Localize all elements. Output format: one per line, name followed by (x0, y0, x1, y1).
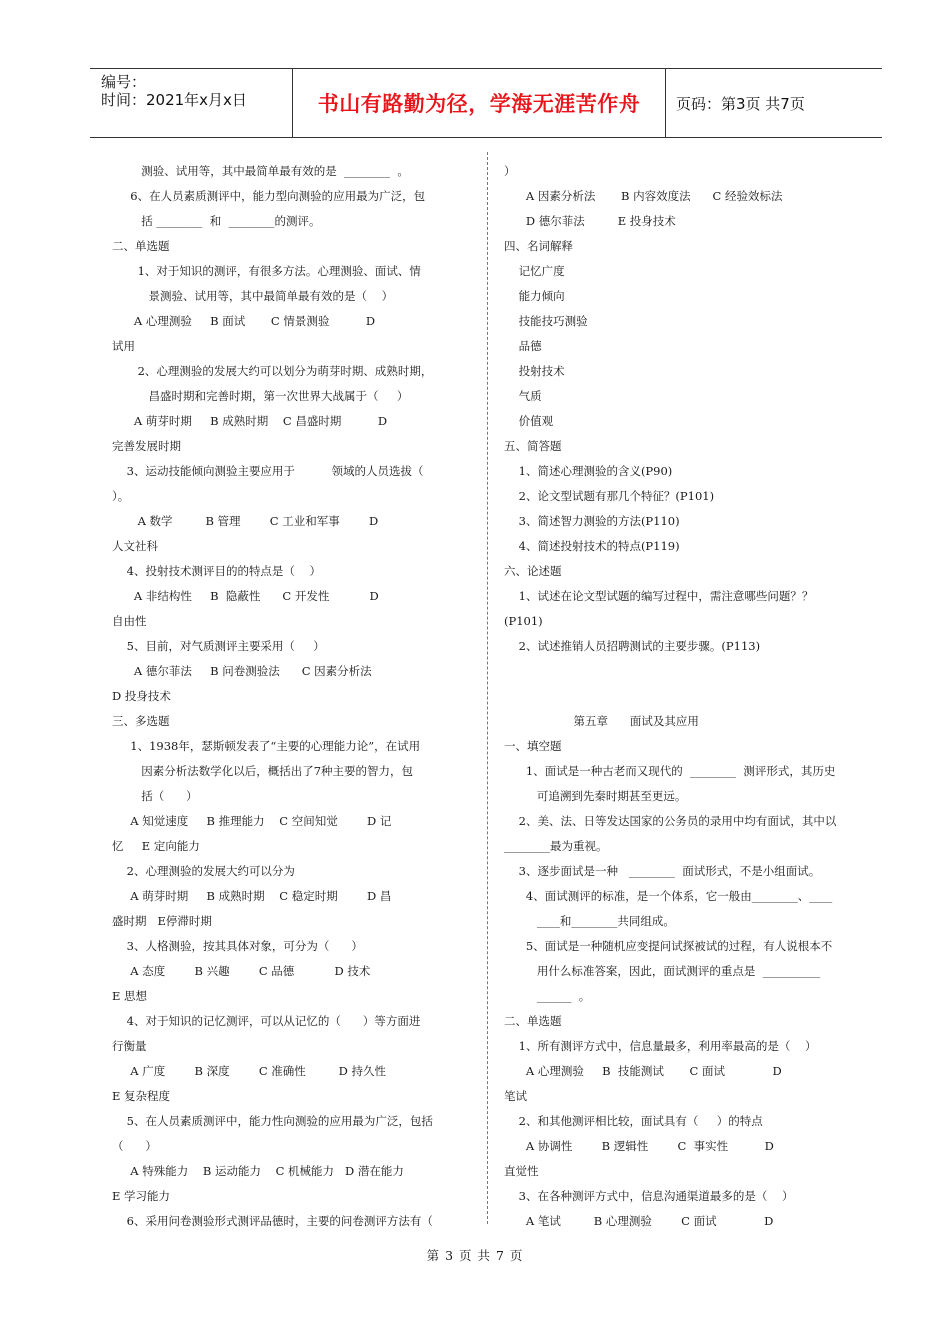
text-line: A 非结构性 B 隐蔽性 C 开发性 D (112, 589, 379, 603)
text-line: 测验、试用等，其中最简单最有效的是 ________ 。 (112, 164, 409, 178)
text-line: 人文社科 (112, 539, 158, 553)
text-line: 笔试 (504, 1089, 527, 1103)
text-line: 5、目前，对气质测评主要采用（ ） (112, 639, 325, 653)
text-line: 用什么标准答案，因此，面试测评的重点是 __________ (504, 964, 821, 978)
text-line: 1、对于知识的测评，有很多方法。心理测验、面试、情 (112, 264, 421, 278)
text-line: A 萌芽时期 B 成熟时期 C 稳定时期 D 昌 (112, 889, 392, 903)
text-line: E 学习能力 (112, 1189, 171, 1203)
text-line: 5、面试是一种随机应变提问试探被试的过程，有人说根本不 (504, 939, 833, 953)
text-line: 第五章 面试及其应用 (504, 714, 699, 728)
text-line: 一、填空题 (504, 739, 562, 753)
text-line: 因素分析法数学化以后，概括出了7种主要的智力，包 (112, 764, 414, 778)
header-meta (101, 73, 247, 109)
text-line: 括 ________ 和 ________的测评。 (112, 214, 321, 228)
text-line: 括（ ） (112, 789, 198, 803)
text-line: D 投身技术 (112, 689, 171, 703)
text-line: 3、逐步面试是一种 ________ 面试形式，不是小组面试。 (504, 864, 821, 878)
text-line: 记忆广度 (504, 264, 565, 278)
text-line: 三、多选题 (112, 714, 170, 728)
text-line: 1、试述在论文型试题的编写过程中，需注意哪些问题？？ (504, 589, 814, 603)
right-column (504, 159, 870, 1234)
text-line: D 德尔菲法 E 投身技术 (504, 214, 676, 228)
text-line: ）。 (112, 489, 130, 503)
text-line: 二、单选题 (504, 1014, 562, 1028)
text-line (504, 659, 870, 684)
text-line: 2、试述推销人员招聘测试的主要步骤。(P113) (504, 639, 761, 653)
text-line: 1、面试是一种古老而又现代的 ________ 测评形式，其历史 (504, 764, 836, 778)
text-line: 景测验、试用等，其中最简单最有效的是（ ） (112, 289, 394, 303)
text-line: 6、采用问卷测验形式测评品德时，主要的问卷测评方法有（ (112, 1214, 433, 1228)
text-line: ____和________共同组成。 (504, 914, 675, 928)
left-column (112, 159, 484, 1234)
text-line: A 广度 B 深度 C 准确性 D 持久性 (112, 1064, 387, 1078)
text-line: 六、论述题 (504, 564, 562, 578)
text-line: 4、对于知识的记忆测评，可以从记忆的（ ）等方面进 (112, 1014, 421, 1028)
text-line: 五、简答题 (504, 439, 562, 453)
text-line: ） (504, 164, 516, 178)
text-line: 3、简述智力测验的方法(P110) (504, 514, 680, 528)
text-line: 能力倾向 (504, 289, 565, 303)
text-line: 投射技术 (504, 364, 565, 378)
text-line: ________最为重视。 (504, 839, 608, 853)
text-line: 品德 (504, 339, 542, 353)
text-line: 1、1938年，瑟斯顿发表了“主要的心理能力论”，在试用 (112, 739, 421, 753)
text-line: 盛时期 E停滞时期 (112, 914, 212, 928)
text-line: 3、在各种测评方式中，信息沟通渠道最多的是（ ） (504, 1189, 794, 1203)
page-footer: 第 3 页 共 7 页 (426, 1248, 524, 1263)
serial-label: 编号： (101, 73, 147, 91)
text-line: 2、心理测验的发展大约可以划分为萌芽时期、成熟时期， (112, 364, 433, 378)
text-line: A 知觉速度 B 推理能力 C 空间知觉 D 记 (112, 814, 392, 828)
text-line: E 复杂程度 (112, 1089, 171, 1103)
text-line: ______ 。 (504, 989, 591, 1003)
text-line: 2、论文型试题有那几个特征？(P101) (504, 489, 715, 503)
text-line: 价值观 (504, 414, 554, 428)
text-line: 3、运动技能倾向测验主要应用于 领域的人员选拔（ (112, 464, 424, 478)
header-motto: 书山有路勤为径，学海无涯苦作舟 (317, 92, 641, 116)
text-line: 二、单选题 (112, 239, 170, 253)
text-line: 6、在人员素质测评中，能力型向测验的应用最为广泛，包 (112, 189, 426, 203)
text-line: 5、在人员素质测评中，能力性向测验的应用最为广泛，包括 (112, 1114, 433, 1128)
text-line: 四、名词解释 (504, 239, 573, 253)
document-header (90, 68, 882, 138)
text-line: 3、人格测验，按其具体对象，可分为（ ） (112, 939, 363, 953)
text-line: A 因素分析法 B 内容效度法 C 经验效标法 (504, 189, 783, 203)
text-line: 可追溯到先秦时期甚至更远。 (504, 789, 687, 803)
text-line: 2、和其他测评相比较，面试具有（ ）的特点 (504, 1114, 763, 1128)
text-line (504, 684, 870, 709)
text-line: 2、美、法、日等发达国家的公务员的录用中均有面试，其中以 (504, 814, 837, 828)
text-line: A 特殊能力 B 运动能力 C 机械能力 D 潜在能力 (112, 1164, 404, 1178)
text-line: 1、所有测评方式中，信息量最多，利用率最高的是（ ） (504, 1039, 817, 1053)
text-line: A 德尔菲法 B 问卷测验法 C 因素分析法 (112, 664, 372, 678)
text-line: A 萌芽时期 B 成熟时期 C 昌盛时期 D (112, 414, 388, 428)
text-line: A 态度 B 兴趣 C 品德 D 技术 (112, 964, 371, 978)
header-page-number: 页码：第3页 共7页 (676, 95, 805, 113)
text-line: 忆 E 定向能力 (112, 839, 200, 853)
time-label: 时间：2021年x月x日 (101, 91, 247, 109)
text-line: A 数学 B 管理 C 工业和军事 D (112, 514, 379, 528)
text-line: 4、简述投射技术的特点(P119) (504, 539, 680, 553)
text-line: 直觉性 (504, 1164, 539, 1178)
text-line: 试用 (112, 339, 135, 353)
text-line: (P101) (504, 614, 543, 628)
text-line: 2、心理测验的发展大约可以分为 (112, 864, 295, 878)
text-line: 自由性 (112, 614, 147, 628)
text-line: 技能技巧测验 (504, 314, 588, 328)
text-line: 4、面试测评的标准，是一个体系，它一般由________、____ (504, 889, 833, 903)
text-line: A 协调性 B 逻辑性 C 事实性 D (504, 1139, 774, 1153)
text-line: 行衡量 (112, 1039, 147, 1053)
text-line: 气质 (504, 389, 542, 403)
text-line: 4、投射技术测评目的的特点是（ ） (112, 564, 322, 578)
text-line: 1、简述心理测验的含义(P90) (504, 464, 673, 478)
text-line: A 心理测验 B 技能测试 C 面试 D (504, 1064, 782, 1078)
text-line: E 思想 (112, 989, 148, 1003)
text-line: （ ） (112, 1139, 157, 1153)
text-line: 昌盛时期和完善时期，第一次世界大战属于（ ） (112, 389, 409, 403)
header-divider (665, 69, 666, 137)
column-divider (487, 152, 488, 1224)
text-line: A 心理测验 B 面试 C 情景测验 D (112, 314, 376, 328)
text-line: 完善发展时期 (112, 439, 181, 453)
text-line: A 笔试 B 心理测验 C 面试 D (504, 1214, 774, 1228)
